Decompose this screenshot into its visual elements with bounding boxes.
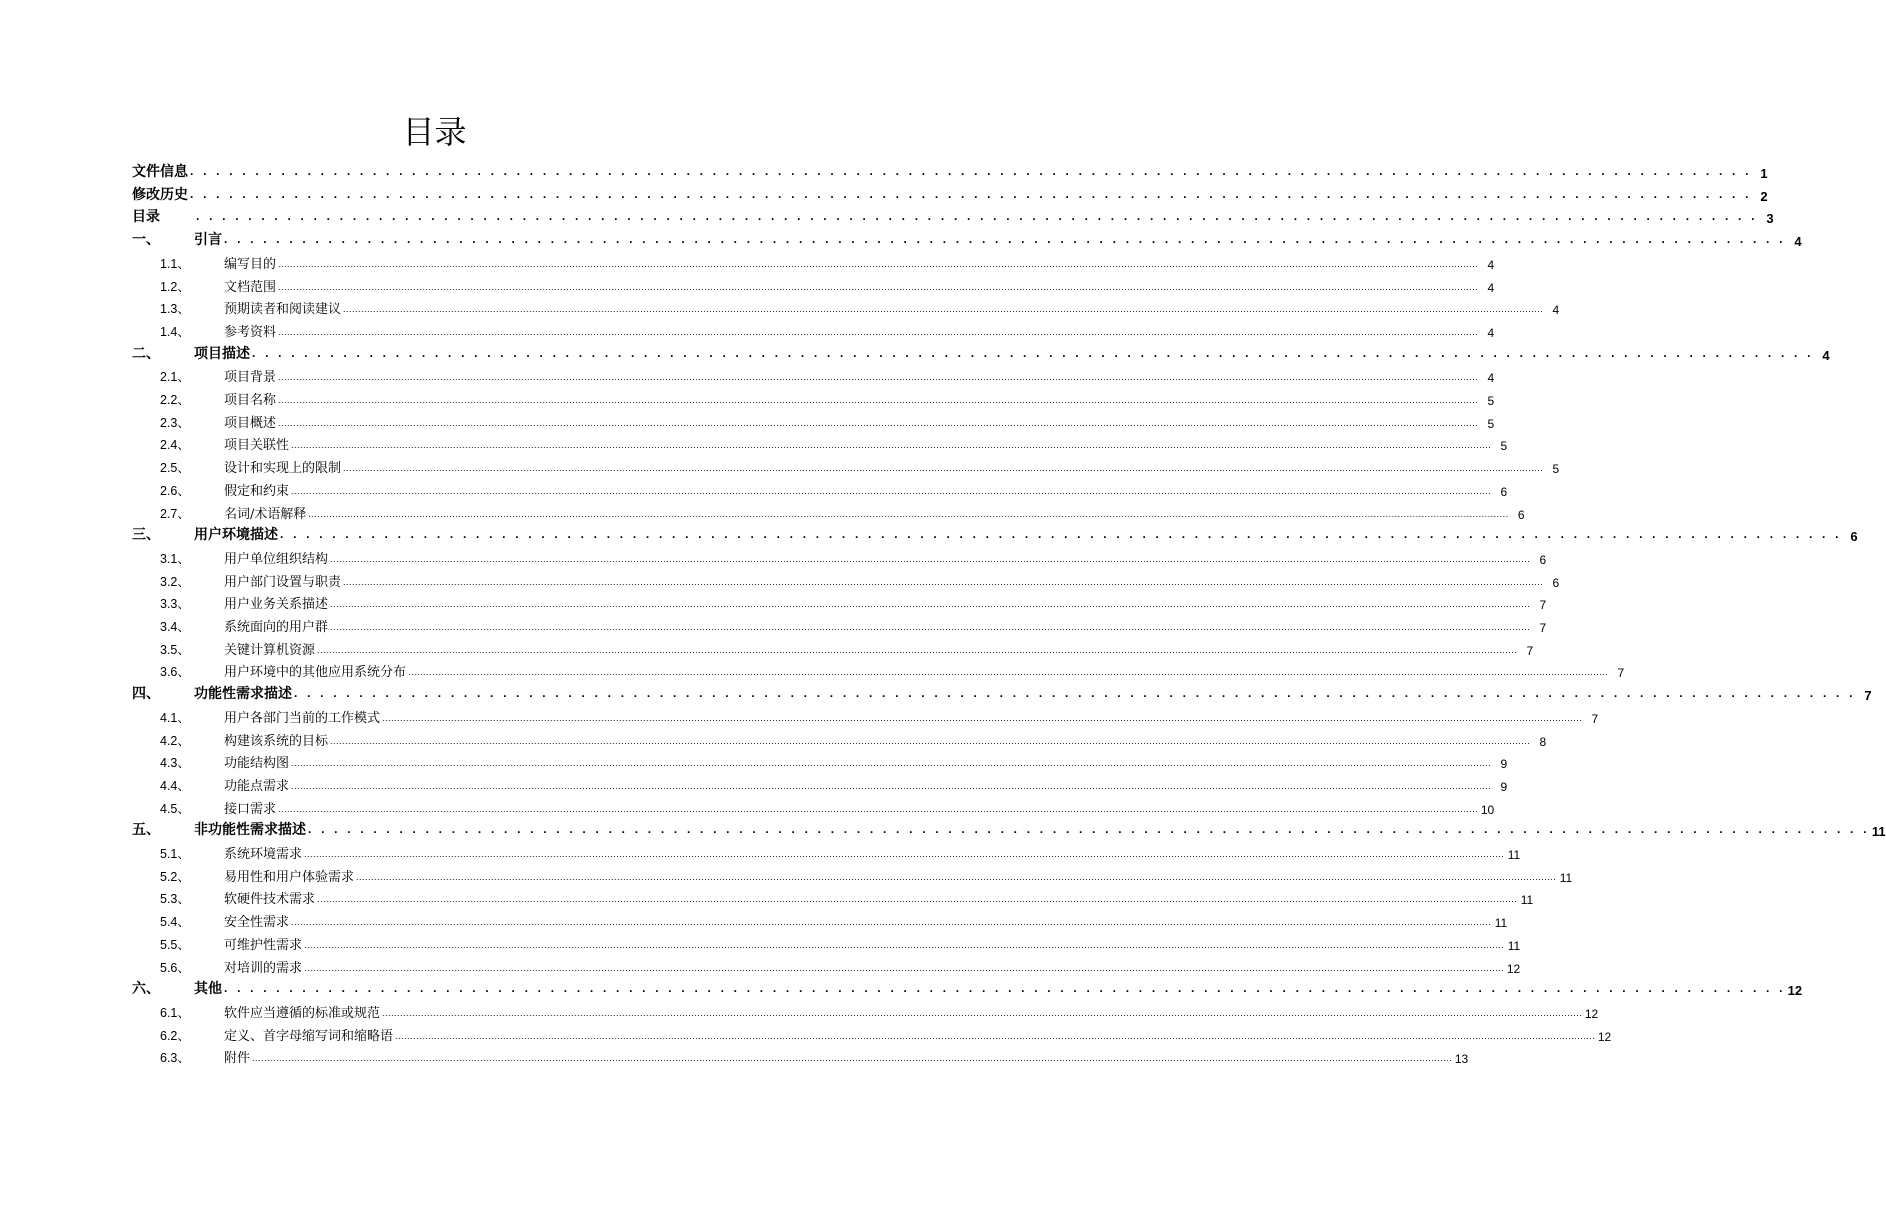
toc-dot-leader: . . . . . . . . . . . . . . . . . . . . . . . . . . . . . . . . . . . . . . . . . . . . . . . . . . . . . . . . . . . . . . . . . . . . . . . . . . . . . . . . . . . . . . . . . . . . . . . . . . . . . . . . . . . . . . . . . . . . . . . .	[190, 164, 1752, 178]
toc-entry-section[interactable]	[160, 751, 1508, 772]
toc-entry-title: 项目背景	[224, 370, 277, 386]
toc-entry-section[interactable]	[160, 910, 1508, 931]
toc-entry-title: 文档范围	[224, 279, 277, 295]
toc-page-number: 6	[1517, 507, 1525, 522]
toc-entry-number: 四、	[132, 686, 160, 703]
toc-entry-title: 用户部门设置与职责	[224, 574, 342, 590]
toc-entry-title: 易用性和用户体验需求	[224, 869, 355, 885]
toc-entry-title: 软硬件技术需求	[224, 892, 316, 908]
toc-page-number: 7	[1526, 643, 1534, 658]
toc-dot-leader: . . . . . . . . . . . . . . . . . . . . . . . . . . . . . . . . . . . . . . . . . . . . . . . . . . . . . . . . . . . . . . . . . . . . . . . . . . . . . . . . . . . . . . . . . . . . . . . . . . . . . . . . . . . . . . . . . . . . . . . .	[224, 232, 1786, 247]
toc-dot-leader: ................................................................................................................................................................................................................................................................................................................................................................................................................	[330, 553, 1531, 564]
toc-entry-number: 2.6、	[160, 483, 190, 498]
toc-entry-section[interactable]	[160, 388, 1495, 408]
toc-page-number: 11	[1871, 824, 1886, 840]
toc-entry-title: 构建该系统的目标	[224, 733, 329, 749]
toc-entry-number: 5.6、	[160, 960, 190, 975]
toc-entry-title: 用户业务关系描述	[224, 597, 329, 613]
toc-entry-title: 用户单位组织结构	[224, 551, 329, 567]
toc-entry-title: 系统环境需求	[224, 847, 303, 862]
toc-entry-number: 目录	[132, 209, 160, 226]
toc-entry-number: 4.2、	[160, 733, 190, 748]
toc-entry-section[interactable]	[160, 660, 1625, 681]
toc-entry-chapter[interactable]	[132, 206, 1774, 227]
toc-entry-section[interactable]	[160, 592, 1547, 613]
toc-dot-leader: ................................................................................................................................................................................................................................................................................................................................................................................................................	[356, 871, 1557, 882]
toc-page-number: 3	[1766, 211, 1774, 227]
toc-entry-title: 项目关联性	[224, 438, 290, 454]
toc-entry-title: 功能性需求描述	[194, 686, 292, 703]
toc-entry-title: 文件信息	[132, 164, 188, 180]
toc-entry-title: 项目概述	[224, 415, 277, 431]
toc-entry-section[interactable]	[160, 547, 1547, 567]
toc-page-number: 7	[1539, 621, 1547, 635]
toc-dot-leader: ................................................................................................................................................................................................................................................................................................................................................................................................................	[291, 758, 1492, 769]
toc-entry-number: 5.3、	[160, 892, 190, 907]
toc-entry-section[interactable]	[160, 297, 1560, 318]
toc-dot-leader: ................................................................................................................................................................................................................................................................................................................................................................................................................	[291, 485, 1492, 496]
toc-entry-section[interactable]	[160, 570, 1560, 590]
toc-dot-leader: . . . . . . . . . . . . . . . . . . . . . . . . . . . . . . . . . . . . . . . . . . . . . . . . . . . . . . . . . . . . . . . . . . . . . . . . . . . . . . . . . . . . . . . . . . . . . . . . . . . . . . . . . . . . . . . . . . . . . . . .	[294, 686, 1856, 701]
toc-dot-leader: ................................................................................................................................................................................................................................................................................................................................................................................................................	[343, 304, 1544, 315]
toc-entry-number: 5.1、	[160, 847, 190, 861]
toc-entry-section[interactable]	[160, 887, 1534, 908]
toc-entry-section[interactable]	[160, 365, 1495, 386]
toc-entry-number: 1.4、	[160, 324, 190, 339]
toc-page-number: 12	[1787, 983, 1803, 999]
toc-entry-number: 4.4、	[160, 778, 190, 793]
toc-entry-section[interactable]	[160, 1046, 1469, 1067]
toc-entry-number: 5.5、	[160, 937, 190, 952]
toc-page-number: 6	[1552, 575, 1560, 590]
toc-entry-number: 6.3、	[160, 1051, 190, 1066]
toc-entry-section[interactable]	[160, 797, 1495, 817]
toc-page-number: 2	[1760, 188, 1768, 204]
toc-page-number: 5	[1487, 416, 1495, 431]
toc-entry-title: 可维护性需求	[224, 937, 303, 953]
toc-page-number: 9	[1500, 779, 1508, 794]
toc-entry-chapter[interactable]	[132, 683, 1872, 704]
toc-entry-section[interactable]	[160, 1024, 1612, 1044]
toc-entry-title: 用户环境中的其他应用系统分布	[224, 665, 407, 681]
toc-dot-leader: ................................................................................................................................................................................................................................................................................................................................................................................................................	[317, 894, 1518, 905]
toc-page-number: 7	[1617, 666, 1625, 681]
toc-dot-leader: . . . . . . . . . . . . . . . . . . . . . . . . . . . . . . . . . . . . . . . . . . . . . . . . . . . . . . . . . . . . . . . . . . . . . . . . . . . . . . . . . . . . . . . . . . . . . . . . . . . . . . . . . . . . . . . . . . . . . . . .	[308, 822, 1870, 837]
toc-page-number: 7	[1864, 688, 1872, 704]
toc-page-number: 9	[1500, 757, 1508, 772]
toc-entry-section[interactable]	[160, 1001, 1599, 1021]
toc-page-number: 4	[1487, 371, 1495, 386]
toc-page-number: 5	[1487, 394, 1495, 408]
toc-entry-number: 五、	[132, 822, 160, 839]
toc-entry-number: 3.5、	[160, 642, 190, 657]
toc-dot-leader: ................................................................................................................................................................................................................................................................................................................................................................................................................	[278, 395, 1479, 405]
toc-entry-chapter[interactable]	[132, 819, 1886, 840]
toc-entry-number: 2.4、	[160, 438, 190, 453]
toc-entry-section[interactable]	[160, 956, 1521, 976]
toc-entry-number: 3.3、	[160, 597, 190, 612]
toc-entry-title: 关键计算机资源	[224, 642, 316, 658]
toc-entry-number: 6.2、	[160, 1028, 190, 1043]
toc-dot-leader: ................................................................................................................................................................................................................................................................................................................................................................................................................	[395, 1030, 1596, 1041]
toc-entry-title: 引言	[194, 232, 222, 249]
toc-dot-leader: ................................................................................................................................................................................................................................................................................................................................................................................................................	[278, 417, 1479, 428]
toc-entry-section[interactable]	[160, 433, 1508, 454]
toc-entry-title: 接口需求	[224, 801, 277, 817]
toc-entry-number: 3.6、	[160, 665, 190, 680]
toc-entry-number: 1.2、	[160, 279, 190, 294]
toc-page-number: 7	[1591, 711, 1599, 726]
toc-entry-title: 假定和约束	[224, 483, 290, 499]
toc-entry-chapter[interactable]	[132, 343, 1830, 363]
toc-entry-title: 预期读者和阅读建议	[224, 302, 342, 318]
toc-entry-title: 参考资料	[224, 324, 277, 340]
toc-entry-number: 3.1、	[160, 551, 190, 566]
toc-dot-leader: ................................................................................................................................................................................................................................................................................................................................................................................................................	[278, 326, 1479, 337]
toc-entry-section[interactable]	[160, 729, 1547, 749]
toc-page-number: 6	[1850, 529, 1858, 545]
toc-dot-leader: ................................................................................................................................................................................................................................................................................................................................................................................................................	[278, 372, 1479, 383]
toc-entry-number: 三、	[132, 527, 160, 544]
toc-entry-title: 软件应当遵循的标准或规范	[224, 1005, 381, 1021]
toc-page-number: 10	[1480, 802, 1495, 817]
toc-entry-title: 其他	[194, 981, 222, 998]
toc-page-number: 13	[1454, 1052, 1469, 1067]
toc-entry-number: 4.3、	[160, 756, 190, 771]
toc-entry-title: 编写目的	[224, 256, 277, 272]
toc-dot-leader: ................................................................................................................................................................................................................................................................................................................................................................................................................	[408, 667, 1609, 678]
toc-dot-leader: ................................................................................................................................................................................................................................................................................................................................................................................................................	[278, 258, 1479, 269]
toc-entry-chapter[interactable]	[132, 524, 1858, 545]
toc-entry-number: 2.5、	[160, 461, 190, 476]
toc-entry-number: 2.1、	[160, 370, 190, 385]
toc-entry-number: 2.7、	[160, 506, 190, 521]
toc-entry-section[interactable]	[160, 252, 1495, 272]
toc-dot-leader: ................................................................................................................................................................................................................................................................................................................................................................................................................	[304, 939, 1505, 950]
toc-entry-section[interactable]	[160, 615, 1547, 635]
toc-entry-title: 非功能性需求描述	[194, 822, 306, 839]
toc-entry-number: 6.1、	[160, 1005, 190, 1020]
toc-dot-leader: ................................................................................................................................................................................................................................................................................................................................................................................................................	[330, 599, 1531, 610]
toc-dot-leader: . . . . . . . . . . . . . . . . . . . . . . . . . . . . . . . . . . . . . . . . . . . . . . . . . . . . . . . . . . . . . . . . . . . . . . . . . . . . . . . . . . . . . . . . . . . . . . . . . . . . . . . . . . . . . . . . . . . . . . . .	[224, 981, 1786, 996]
toc-entry-title: 对培训的需求	[224, 960, 303, 976]
toc-dot-leader: ................................................................................................................................................................................................................................................................................................................................................................................................................	[291, 440, 1492, 451]
toc-entry-number: 1.1、	[160, 256, 190, 271]
toc-dot-leader: . . . . . . . . . . . . . . . . . . . . . . . . . . . . . . . . . . . . . . . . . . . . . . . . . . . . . . . . . . . . . . . . . . . . . . . . . . . . . . . . . . . . . . . . . . . . . . . . . . . . . . . . . . . . . . . . . . . . . . . .	[252, 345, 1814, 360]
toc-dot-leader: ................................................................................................................................................................................................................................................................................................................................................................................................................	[382, 1007, 1583, 1018]
toc-page-number: 11	[1494, 916, 1508, 931]
toc-dot-leader: . . . . . . . . . . . . . . . . . . . . . . . . . . . . . . . . . . . . . . . . . . . . . . . . . . . . . . . . . . . . . . . . . . . . . . . . . . . . . . . . . . . . . . . . . . . . . . . . . . . . . . . . . . . . . . . . . . . . . . . .	[190, 186, 1752, 201]
toc-entry-title: 用户各部门当前的工作模式	[224, 710, 381, 726]
toc-page-number: 4	[1822, 347, 1830, 363]
toc-entry-title: 用户环境描述	[194, 527, 278, 544]
toc-entry-number: 5.4、	[160, 915, 190, 930]
toc-dot-leader: ................................................................................................................................................................................................................................................................................................................................................................................................................	[343, 576, 1544, 587]
toc-entry-title: 项目名称	[224, 393, 277, 408]
toc-entry-title: 附件	[224, 1051, 251, 1067]
toc-dot-leader: ................................................................................................................................................................................................................................................................................................................................................................................................................	[291, 917, 1492, 928]
toc-dot-leader: ................................................................................................................................................................................................................................................................................................................................................................................................................	[308, 508, 1509, 519]
toc-entry-section[interactable]	[160, 865, 1573, 885]
toc-dot-leader: . . . . . . . . . . . . . . . . . . . . . . . . . . . . . . . . . . . . . . . . . . . . . . . . . . . . . . . . . . . . . . . . . . . . . . . . . . . . . . . . . . . . . . . . . . . . . . . . . . . . . . . . . . . . . . . . . . . . . . . .	[280, 527, 1842, 542]
toc-page-number: 5	[1500, 439, 1508, 454]
toc-dot-leader: ................................................................................................................................................................................................................................................................................................................................................................................................................	[304, 849, 1505, 859]
toc-entry-section[interactable]	[160, 638, 1534, 658]
toc-page-number: 5	[1552, 462, 1560, 477]
toc-entry-number: 3.4、	[160, 620, 190, 634]
toc-entry-title: 名词/术语解释	[224, 506, 307, 522]
toc-entry-section[interactable]	[160, 774, 1508, 794]
toc-entry-number: 1.3、	[160, 302, 190, 317]
toc-entry-section[interactable]	[160, 456, 1560, 477]
toc-page-number: 4	[1487, 325, 1495, 340]
toc-entry-title: 功能结构图	[224, 756, 290, 772]
toc-dot-leader: ................................................................................................................................................................................................................................................................................................................................................................................................................	[304, 962, 1505, 973]
toc-entry-title: 安全性需求	[224, 915, 290, 931]
toc-entry-chapter[interactable]	[132, 978, 1803, 999]
toc-title: 目录	[402, 113, 467, 151]
toc-entry-number: 二、	[132, 345, 160, 362]
toc-page-number: 8	[1539, 734, 1547, 749]
toc-page-number: 11	[1520, 893, 1534, 908]
toc-dot-leader: ................................................................................................................................................................................................................................................................................................................................................................................................................	[252, 1053, 1453, 1064]
toc-page-number: 4	[1487, 280, 1495, 295]
toc-entry-section[interactable]	[160, 275, 1495, 295]
toc-page-number: 11	[1559, 870, 1573, 885]
toc-entry-title: 功能点需求	[224, 778, 290, 794]
toc-entry-number: 2.2、	[160, 393, 190, 407]
toc-entry-chapter[interactable]	[132, 229, 1802, 250]
toc-entry-title: 项目描述	[194, 345, 250, 362]
toc-page-number: 12	[1506, 961, 1521, 976]
toc-entry-section[interactable]	[160, 502, 1525, 522]
toc-entry-number: 一、	[132, 232, 160, 249]
toc-page-number: 4	[1794, 234, 1802, 250]
toc-entry-title: 设计和实现上的限制	[224, 461, 342, 477]
toc-entry-number: 3.2、	[160, 574, 190, 589]
toc-page-number: 6	[1539, 552, 1547, 567]
toc-page-number: 11	[1507, 848, 1521, 862]
toc-page-number: 1	[1760, 166, 1768, 181]
toc-page-number: 4	[1552, 303, 1560, 318]
toc-page-number: 11	[1507, 938, 1521, 953]
toc-entry-number: 4.5、	[160, 801, 190, 816]
toc-page-number: 6	[1500, 484, 1508, 499]
toc-entry-section[interactable]	[160, 411, 1495, 431]
toc-entry-number: 5.2、	[160, 869, 190, 884]
toc-entry-title: 系统面向的用户群	[224, 620, 329, 635]
toc-page-number: 12	[1597, 1029, 1612, 1044]
toc-dot-leader: ................................................................................................................................................................................................................................................................................................................................................................................................................	[330, 622, 1531, 632]
toc-dot-leader: ................................................................................................................................................................................................................................................................................................................................................................................................................	[278, 803, 1479, 814]
toc-dot-leader: . . . . . . . . . . . . . . . . . . . . . . . . . . . . . . . . . . . . . . . . . . . . . . . . . . . . . . . . . . . . . . . . . . . . . . . . . . . . . . . . . . . . . . . . . . . . . . . . . . . . . . . . . . . . . . . . . . . . . . . .	[196, 209, 1758, 224]
toc-dot-leader: ................................................................................................................................................................................................................................................................................................................................................................................................................	[382, 712, 1583, 723]
toc-dot-leader: ................................................................................................................................................................................................................................................................................................................................................................................................................	[291, 780, 1492, 791]
toc-entry-chapter[interactable]	[132, 184, 1768, 204]
toc-entry-section[interactable]	[160, 706, 1599, 726]
toc-entry-chapter[interactable]	[132, 161, 1768, 181]
toc-page-number: 7	[1539, 598, 1547, 613]
toc-entry-section[interactable]	[160, 479, 1508, 499]
toc-entry-number: 六、	[132, 981, 160, 998]
toc-dot-leader: ................................................................................................................................................................................................................................................................................................................................................................................................................	[343, 463, 1544, 474]
toc-entry-number: 4.1、	[160, 710, 190, 725]
toc-page-number: 4	[1487, 257, 1495, 272]
toc-page-number: 12	[1584, 1006, 1599, 1021]
toc-entry-title: 定义、首字母缩写词和缩略语	[224, 1028, 394, 1044]
toc-entry-section[interactable]	[160, 842, 1521, 862]
toc-dot-leader: ................................................................................................................................................................................................................................................................................................................................................................................................................	[330, 735, 1531, 746]
toc-entry-section[interactable]	[160, 933, 1521, 953]
toc-entry-number: 2.3、	[160, 415, 190, 430]
toc-dot-leader: ................................................................................................................................................................................................................................................................................................................................................................................................................	[317, 644, 1518, 655]
toc-dot-leader: ................................................................................................................................................................................................................................................................................................................................................................................................................	[278, 281, 1479, 292]
toc-entry-section[interactable]	[160, 320, 1495, 340]
toc-entry-title: 修改历史	[132, 186, 188, 203]
